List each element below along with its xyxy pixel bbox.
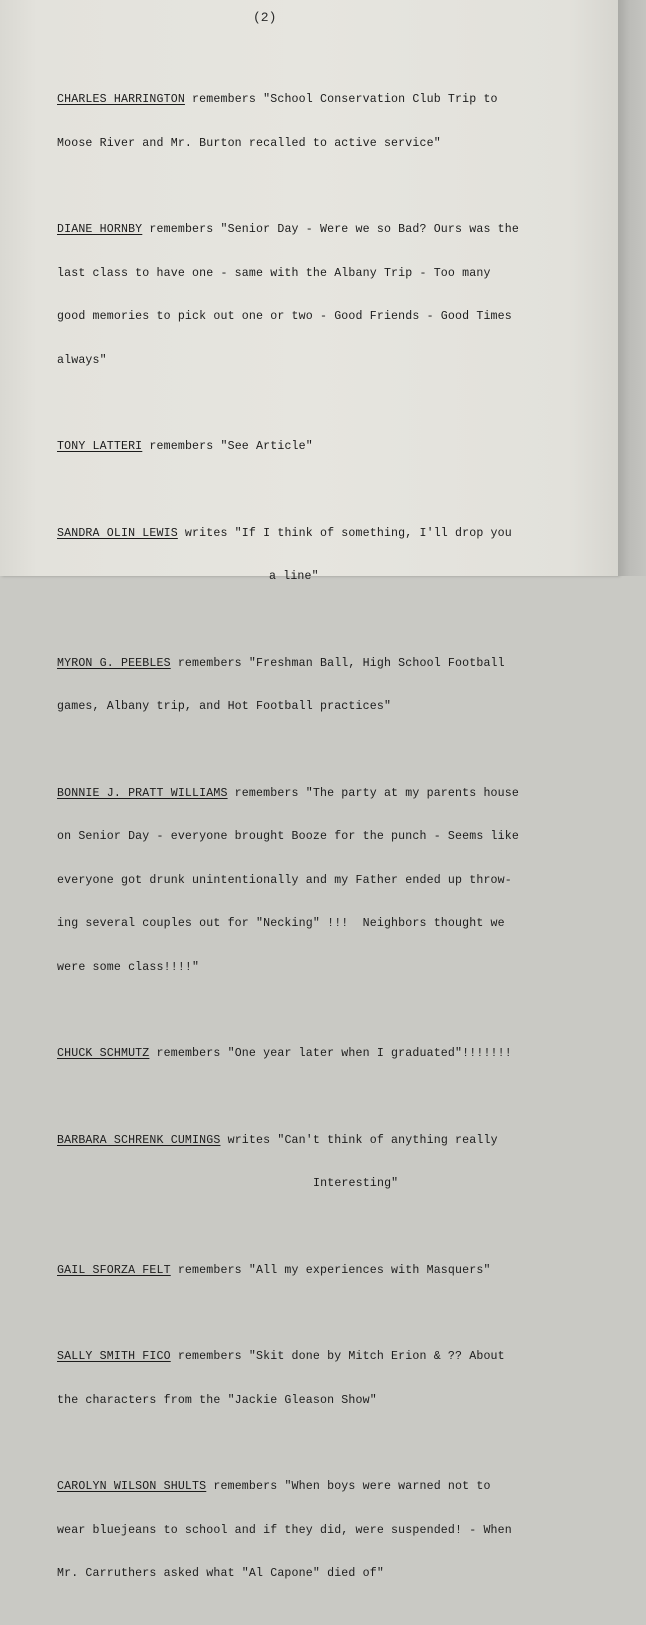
page-number: (2): [253, 10, 277, 25]
entry-line: games, Albany trip, and Hot Football practices": [57, 700, 392, 713]
entry-line: ing several couples out for "Necking" !!! Neighbors thought we: [57, 917, 505, 930]
entry-line: [57, 527, 597, 542]
entry-line: good memories to pick out one or two - Good Friends - Good Times: [57, 310, 512, 323]
entry-line: [57, 1047, 597, 1062]
entry-name: CHARLES HARRINGTON: [57, 93, 185, 106]
entry-text: remembers "School Conservation Club Trip to: [184, 93, 498, 106]
entry-text: remembers "Skit done by Mitch Erion & ?? About: [170, 1350, 505, 1363]
entry-line: [57, 1350, 597, 1365]
entry-text: writes "If I think of something, I'll drop you: [177, 526, 512, 540]
page-edge: [618, 0, 646, 576]
entry-text: writes "Can't think of anything really: [220, 1133, 498, 1147]
entry-line: last class to have one - same with the Albany Trip - Too many: [57, 266, 491, 280]
entry-line: Interesting": [313, 1177, 399, 1190]
entry-line: Mr. Carruthers asked what "Al Capone" died of": [57, 1567, 384, 1580]
list-item: [57, 1451, 597, 1611]
list-item: [57, 64, 597, 180]
entry-line: [57, 93, 597, 108]
list-item: [57, 1321, 597, 1437]
entry-text: remembers "Senior Day - Were we so Bad? Ours was the: [142, 223, 519, 236]
entry-name: SALLY SMITH FICO: [57, 1350, 171, 1363]
entry-line: on Senior Day - everyone brought Booze for the punch - Seems like: [57, 830, 519, 843]
entry-name: CAROLYN WILSON SHULTS: [57, 1480, 207, 1493]
entry-text: remembers "One year later when I graduated"!!!!!!!: [149, 1047, 512, 1060]
list-item: [57, 628, 597, 744]
entry-line: [57, 1264, 597, 1279]
entry-line: Moose River and Mr. Burton recalled to active service": [57, 136, 441, 150]
entry-text: remembers "See Article": [142, 440, 313, 453]
list-item: [57, 498, 597, 614]
list-item: [57, 758, 597, 1005]
list-item: [57, 194, 597, 397]
entry-line: the characters from the "Jackie Gleason Show": [57, 1393, 377, 1407]
entry-line: [57, 440, 597, 455]
entry-text: remembers "The party at my parents house: [227, 786, 519, 800]
entry-name: MYRON G. PEEBLES: [57, 656, 171, 670]
entry-line: everyone got drunk unintentionally and my Father ended up throw-: [57, 873, 512, 887]
entry-name: TONY LATTERI: [57, 440, 143, 453]
entry-line: were some class!!!!": [57, 960, 200, 974]
entry-name: GAIL SFORZA FELT: [57, 1263, 171, 1277]
entry-line: [57, 787, 597, 802]
entry-line: [57, 223, 597, 238]
list-item: [57, 1018, 597, 1091]
entry-line: wear bluejeans to school and if they did, were suspended! - When: [57, 1523, 512, 1537]
entry-text: remembers "Freshman Ball, High School Football: [170, 656, 505, 670]
entry-line: [57, 1480, 597, 1495]
list-item: [57, 1105, 597, 1221]
entry-name: CHUCK SCHMUTZ: [57, 1047, 150, 1060]
entry-text: remembers "All my experiences with Masquers": [170, 1263, 491, 1277]
memories-list: [57, 64, 597, 1625]
entry-line: a line": [269, 570, 319, 583]
entry-line: [57, 657, 597, 672]
entry-line: [57, 1134, 597, 1149]
list-item: [57, 1235, 597, 1308]
entry-name: SANDRA OLIN LEWIS: [57, 526, 178, 540]
list-item: [57, 411, 597, 484]
entry-text: remembers "When boys were warned not to: [206, 1480, 491, 1493]
entry-line: always": [57, 353, 107, 367]
entry-name: BARBARA SCHRENK CUMINGS: [57, 1133, 221, 1147]
entry-name: DIANE HORNBY: [57, 223, 143, 236]
entry-name: BONNIE J. PRATT WILLIAMS: [57, 786, 228, 800]
